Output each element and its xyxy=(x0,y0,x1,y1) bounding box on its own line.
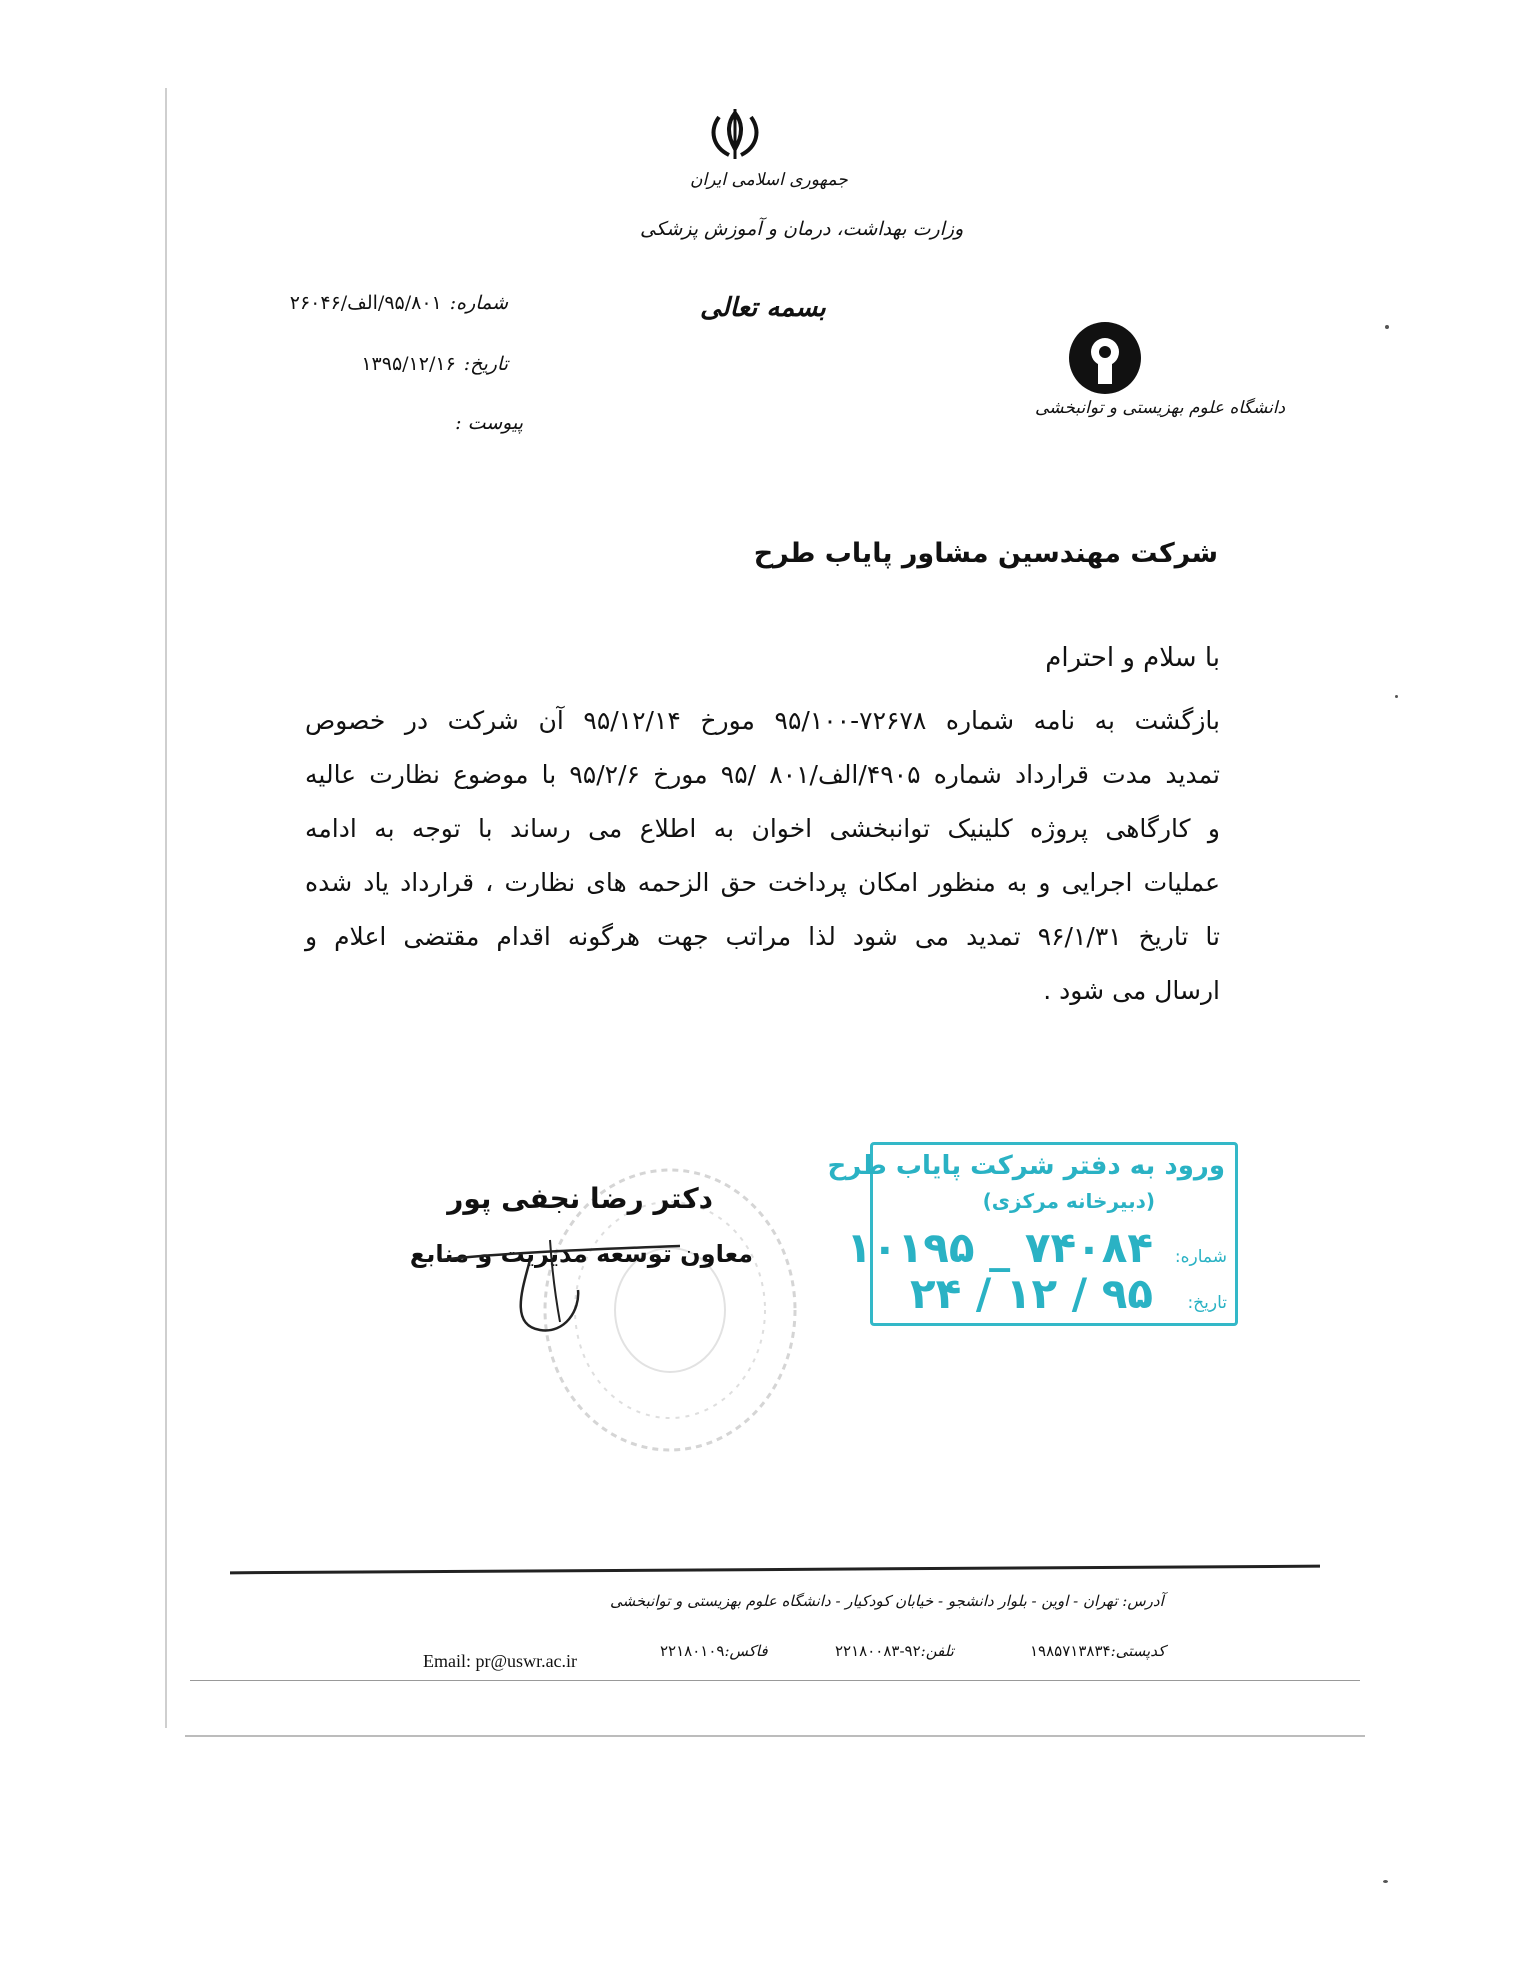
iran-emblem-icon xyxy=(705,105,765,165)
body-line: تمدید مدت قرارداد شماره ۴۹۰۵/الف/۸۰۱ /۹۵ مورخ ۹۵/۲/۶ با موضوع نظارت عالیه xyxy=(305,760,1220,789)
footer-fax-label: فاکس: xyxy=(724,1642,768,1660)
body-line: تا تاریخ ۹۶/۱/۳۱ تمدید می شود لذا مراتب جهت هرگونه اقدام مقتضی اعلام و xyxy=(305,922,1220,951)
university-logo-icon xyxy=(1065,318,1145,398)
university-name: دانشگاه علوم بهزیستی و توانبخشی xyxy=(1035,398,1286,418)
letter-number xyxy=(290,292,508,314)
letter-date-label: تاریخ: xyxy=(463,353,508,375)
stamp-number-label: شماره: xyxy=(1174,1247,1227,1267)
letter-attachment-label: پیوست : xyxy=(455,412,523,434)
letter-body xyxy=(305,694,1220,1018)
header-country: جمهوری اسلامی ایران xyxy=(690,170,848,190)
footer-postal-label: کدپستی: xyxy=(1110,1642,1166,1660)
body-line: عملیات اجرایی و به منظور امکان پرداخت حق الزحمه های نظارت ، قرارداد یاد شده xyxy=(305,868,1220,897)
footer-postal-value: ۱۹۸۵۷۱۳۸۳۴ xyxy=(1030,1642,1111,1660)
footer-fax-value: ۲۲۱۸۰۱۰۹ xyxy=(660,1642,725,1660)
letter-number-value: ۹۵/۸۰۱/الف/۲۶۰۴۶ xyxy=(289,292,442,314)
footer-email: Email: pr@uswr.ac.ir xyxy=(423,1651,578,1671)
footer-phone xyxy=(835,1642,954,1660)
handwritten-signature-icon xyxy=(430,1230,690,1340)
stamp-date-value: ۹۵ / ۱۲ / ۲۴ xyxy=(909,1269,1153,1318)
footer-divider-thin xyxy=(190,1680,1360,1681)
letter-date xyxy=(361,353,508,375)
header-basmala: بسمه تعالی xyxy=(700,293,826,323)
paper-edge-bottom xyxy=(185,1735,1365,1737)
greeting: با سلام و احترام xyxy=(1045,643,1220,673)
addressee: شرکت مهندسین مشاور پایاب طرح xyxy=(753,538,1218,569)
receipt-stamp xyxy=(827,1142,1238,1326)
body-line: و کارگاهی پروژه کلینیک توانبخشی اخوان به اطلاع می رساند با توجه به ادامه xyxy=(305,814,1220,843)
stamp-number-value: ۷۴۰۸۴ _ ۱۰۱۹۵ xyxy=(846,1223,1153,1272)
footer-phone-value: ۹۲-۲۲۱۸۰۰۸۳ xyxy=(835,1642,921,1660)
footer-address: آدرس: تهران - اوین - بلوار دانشجو - خیابان کودکیار - دانشگاه علوم بهزیستی و توانبخشی xyxy=(610,1592,1164,1610)
letter-attachment xyxy=(447,412,523,434)
stamp-title: ورود به دفتر شرکت پایاب طرح xyxy=(827,1151,1225,1181)
scan-speck xyxy=(1383,1880,1388,1883)
body-line: ارسال می شود . xyxy=(1043,976,1220,1005)
stamp-date xyxy=(910,1269,1227,1318)
stamp-number xyxy=(846,1223,1227,1272)
scan-speck xyxy=(1385,325,1389,329)
letter-number-label: شماره: xyxy=(449,292,508,314)
scan-speck xyxy=(1395,695,1398,698)
stamp-subtitle: (دبیرخانه مرکزی) xyxy=(982,1189,1155,1213)
signatory-name: دکتر رضا نجفی پور xyxy=(447,1182,713,1215)
footer-phone-label: تلفن: xyxy=(920,1642,954,1660)
footer-postal-code xyxy=(1030,1642,1165,1660)
body-line: بازگشت به نامه شماره ۷۲۶۷۸-۹۵/۱۰۰ مورخ ۹۵/۱۲/۱۴ آن شرکت در خصوص xyxy=(305,706,1221,735)
letter-date-value: ۱۳۹۵/۱۲/۱۶ xyxy=(361,353,456,375)
stamp-date-label: تاریخ: xyxy=(1187,1293,1227,1313)
paper-edge-left xyxy=(165,88,167,1728)
signatory-title: معاون توسعه مدیریت و منابع xyxy=(409,1240,753,1268)
footer-divider xyxy=(230,1565,1320,1575)
header-ministry: وزارت بهداشت، درمان و آموزش پزشکی xyxy=(640,218,964,240)
footer-fax xyxy=(660,1642,768,1660)
